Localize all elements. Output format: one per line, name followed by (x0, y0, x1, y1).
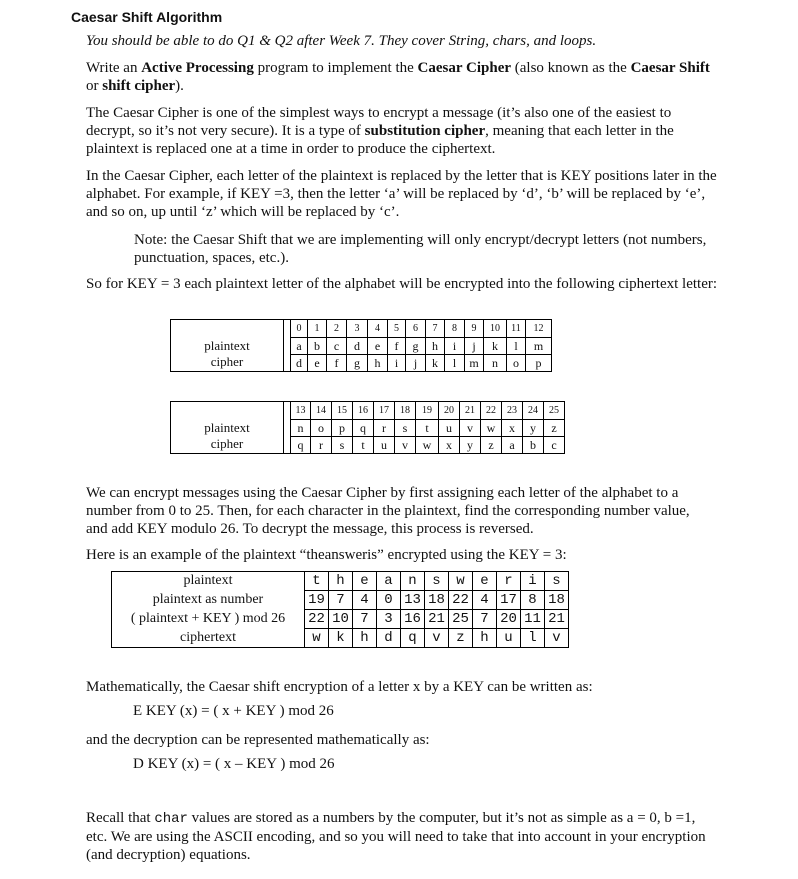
num-cell: 25 (544, 402, 565, 420)
cipher-cell: n (484, 355, 507, 372)
cipher-cell: k (426, 355, 445, 372)
plain-cell: w (481, 420, 502, 437)
plain-cell: d (347, 338, 368, 355)
cipher-cell: z (481, 437, 502, 454)
cipher-cell: m (465, 355, 484, 372)
example-table (111, 571, 569, 648)
para-ascii-note: Recall that char values are stored as a numbers by the computer, but it’s not as simple as a = 0, b =1, etc. We are using the ASCII encoding, and so you will need to take that into account in your encryption (and decryption) equations. (86, 810, 706, 863)
plain-cell: l (507, 338, 526, 355)
cell: 8 (521, 591, 545, 610)
cell: 21 (545, 610, 569, 629)
plain-cell: y (523, 420, 544, 437)
num-cell: 17 (374, 402, 395, 420)
plain-cell: g (406, 338, 426, 355)
num-cell: 20 (439, 402, 460, 420)
cipher-cell: i (388, 355, 406, 372)
num-cell: 19 (416, 402, 439, 420)
num-cell: 8 (445, 320, 465, 338)
plain-cell: z (544, 420, 565, 437)
plain-cell: p (332, 420, 353, 437)
cell: 22 (449, 591, 473, 610)
cipher-cell: u (374, 437, 395, 454)
plain-cell: a (291, 338, 308, 355)
cell: 7 (473, 610, 497, 629)
cell: w (449, 572, 473, 591)
num-cell: 14 (311, 402, 332, 420)
para-math-encrypt: Mathematically, the Caesar shift encryption of a letter x by a KEY can be written as: (86, 679, 593, 695)
cipher-label: cipher (210, 436, 244, 451)
para-key-explanation: In the Caesar Cipher, each letter of the plaintext is replaced by the letter that is KEY positions later in the alphabet. For example, if KEY =3, then the letter ‘a’ will be replaced by ‘d’, ‘b’ will be replaced by ‘e’, and so on, up until ‘z’ which will be replaced by ‘c’. (86, 168, 717, 220)
plain-cell: n (291, 420, 311, 437)
cell: 4 (353, 591, 377, 610)
para-description: The Caesar Cipher is one of the simplest ways to encrypt a message (it’s also one of the easiest to decrypt, so it’s not very secure). It is a type of substitution cipher, meaning that each letter in the plaintext is replaced one at a time in order to produce the ciphertext. (86, 105, 674, 157)
cell: 4 (473, 591, 497, 610)
cell: 13 (401, 591, 425, 610)
cell: k (329, 629, 353, 648)
plaintext-label: plaintext (204, 338, 250, 353)
num-cell: 15 (332, 402, 353, 420)
cell: i (521, 572, 545, 591)
row-label: ( plaintext + KEY ) mod 26 (112, 610, 305, 629)
para-example-intro: Here is an example of the plaintext “theansweris” encrypted using the KEY = 3: (86, 547, 567, 563)
note-letters-only: Note: the Caesar Shift that we are implementing will only encrypt/decrypt letters (not numbers, punctuation, spaces, etc.). (134, 232, 707, 266)
num-cell: 11 (507, 320, 526, 338)
plain-cell: q (353, 420, 374, 437)
cell: e (353, 572, 377, 591)
cell: h (473, 629, 497, 648)
equation-encrypt (133, 703, 334, 720)
cipher-cell: r (311, 437, 332, 454)
num-cell: 7 (426, 320, 445, 338)
para-math-decrypt: and the decryption can be represented mathematically as: (86, 732, 430, 748)
cell: s (425, 572, 449, 591)
num-cell: 5 (388, 320, 406, 338)
row-label: plaintext as number (112, 591, 305, 610)
cipher-cell: v (395, 437, 416, 454)
plain-cell: x (502, 420, 523, 437)
cipher-table-1 (170, 319, 552, 372)
row-label: ciphertext (112, 629, 305, 648)
cell: 25 (449, 610, 473, 629)
example-row-number (112, 591, 569, 610)
cell: w (305, 629, 329, 648)
num-cell: 22 (481, 402, 502, 420)
cell: a (377, 572, 401, 591)
num-cell: 10 (484, 320, 507, 338)
cell: n (401, 572, 425, 591)
cell: h (329, 572, 353, 591)
cipher-cell: c (544, 437, 565, 454)
cipher-cell: y (460, 437, 481, 454)
cell: v (545, 629, 569, 648)
cipher-cell: p (526, 355, 552, 372)
num-cell: 2 (327, 320, 347, 338)
plain-cell: u (439, 420, 460, 437)
cipher-cell: q (291, 437, 311, 454)
num-cell: 6 (406, 320, 426, 338)
example-row-ciphertext (112, 629, 569, 648)
cell: h (353, 629, 377, 648)
cipher-cell: o (507, 355, 526, 372)
cell: 21 (425, 610, 449, 629)
cell: u (497, 629, 521, 648)
num-cell: 21 (460, 402, 481, 420)
plain-cell: s (395, 420, 416, 437)
row-label: plaintext (112, 572, 305, 591)
num-cell: 23 (502, 402, 523, 420)
num-cell: 13 (291, 402, 311, 420)
plain-cell: r (374, 420, 395, 437)
cell: v (425, 629, 449, 648)
cipher-cell: w (416, 437, 439, 454)
equation-decrypt-text: D KEY (x) = ( x – KEY ) mod 26 (133, 756, 335, 772)
cell: 10 (329, 610, 353, 629)
cell: 19 (305, 591, 329, 610)
plain-cell: h (426, 338, 445, 355)
cell: 18 (425, 591, 449, 610)
cell: r (497, 572, 521, 591)
example-row-shifted (112, 610, 569, 629)
num-cell: 12 (526, 320, 552, 338)
cell: s (545, 572, 569, 591)
para-task: Write an Active Processing program to implement the Caesar Cipher (also known as the Caesar Shift or shift cipher). (86, 60, 710, 94)
cipher-label: cipher (210, 354, 244, 369)
example-row-plaintext (112, 572, 569, 591)
code-char: char (154, 811, 188, 827)
cipher-cell: x (439, 437, 460, 454)
cell: 22 (305, 610, 329, 629)
cipher-cell: s (332, 437, 353, 454)
cell: 17 (497, 591, 521, 610)
plain-cell: k (484, 338, 507, 355)
num-cell: 1 (308, 320, 327, 338)
plaintext-label: plaintext (204, 420, 250, 435)
cipher-cell: h (368, 355, 388, 372)
cell: 20 (497, 610, 521, 629)
plain-cell: o (311, 420, 332, 437)
plain-cell: e (368, 338, 388, 355)
num-cell: 4 (368, 320, 388, 338)
num-cell: 18 (395, 402, 416, 420)
plain-cell: c (327, 338, 347, 355)
cell: z (449, 629, 473, 648)
cell: e (473, 572, 497, 591)
cipher-cell: g (347, 355, 368, 372)
cell: q (401, 629, 425, 648)
cell: t (305, 572, 329, 591)
cipher-cell: e (308, 355, 327, 372)
cipher-cell: d (291, 355, 308, 372)
num-cell: 9 (465, 320, 484, 338)
plain-cell: m (526, 338, 552, 355)
num-cell: 16 (353, 402, 374, 420)
plain-cell: j (465, 338, 484, 355)
cell: 7 (329, 591, 353, 610)
intro-note: You should be able to do Q1 & Q2 after Week 7. They cover String, chars, and loops. (86, 33, 597, 49)
cell: 0 (377, 591, 401, 610)
plain-cell: i (445, 338, 465, 355)
cipher-table-2 (170, 401, 565, 454)
num-cell: 3 (347, 320, 368, 338)
plain-cell: b (308, 338, 327, 355)
plain-cell: t (416, 420, 439, 437)
para-table-intro: So for KEY = 3 each plaintext letter of the alphabet will be encrypted into the following ciphertext letter: (86, 276, 718, 292)
num-cell: 0 (291, 320, 308, 338)
cell: 11 (521, 610, 545, 629)
cell: 16 (401, 610, 425, 629)
cell: d (377, 629, 401, 648)
num-cell: 24 (523, 402, 544, 420)
plain-cell: v (460, 420, 481, 437)
cell: l (521, 629, 545, 648)
cipher-cell: l (445, 355, 465, 372)
cipher-cell: j (406, 355, 426, 372)
cell: 3 (377, 610, 401, 629)
page-title: Caesar Shift Algorithm (71, 9, 223, 25)
equation-encrypt-text: E KEY (x) = ( x + KEY ) mod 26 (133, 703, 334, 719)
cipher-cell: a (502, 437, 523, 454)
cipher-cell: f (327, 355, 347, 372)
plain-cell: f (388, 338, 406, 355)
cell: 18 (545, 591, 569, 610)
cell: 7 (353, 610, 377, 629)
cipher-cell: t (353, 437, 374, 454)
equation-decrypt (133, 756, 334, 773)
para-encrypt-method: We can encrypt messages using the Caesar Cipher by first assigning each letter of the alphabet to a number from 0 to 25. Then, for each character in the plaintext, find the corresponding number value, and add KEY modulo 26. To decrypt the message, this process is reversed. (86, 485, 690, 537)
cipher-cell: b (523, 437, 544, 454)
